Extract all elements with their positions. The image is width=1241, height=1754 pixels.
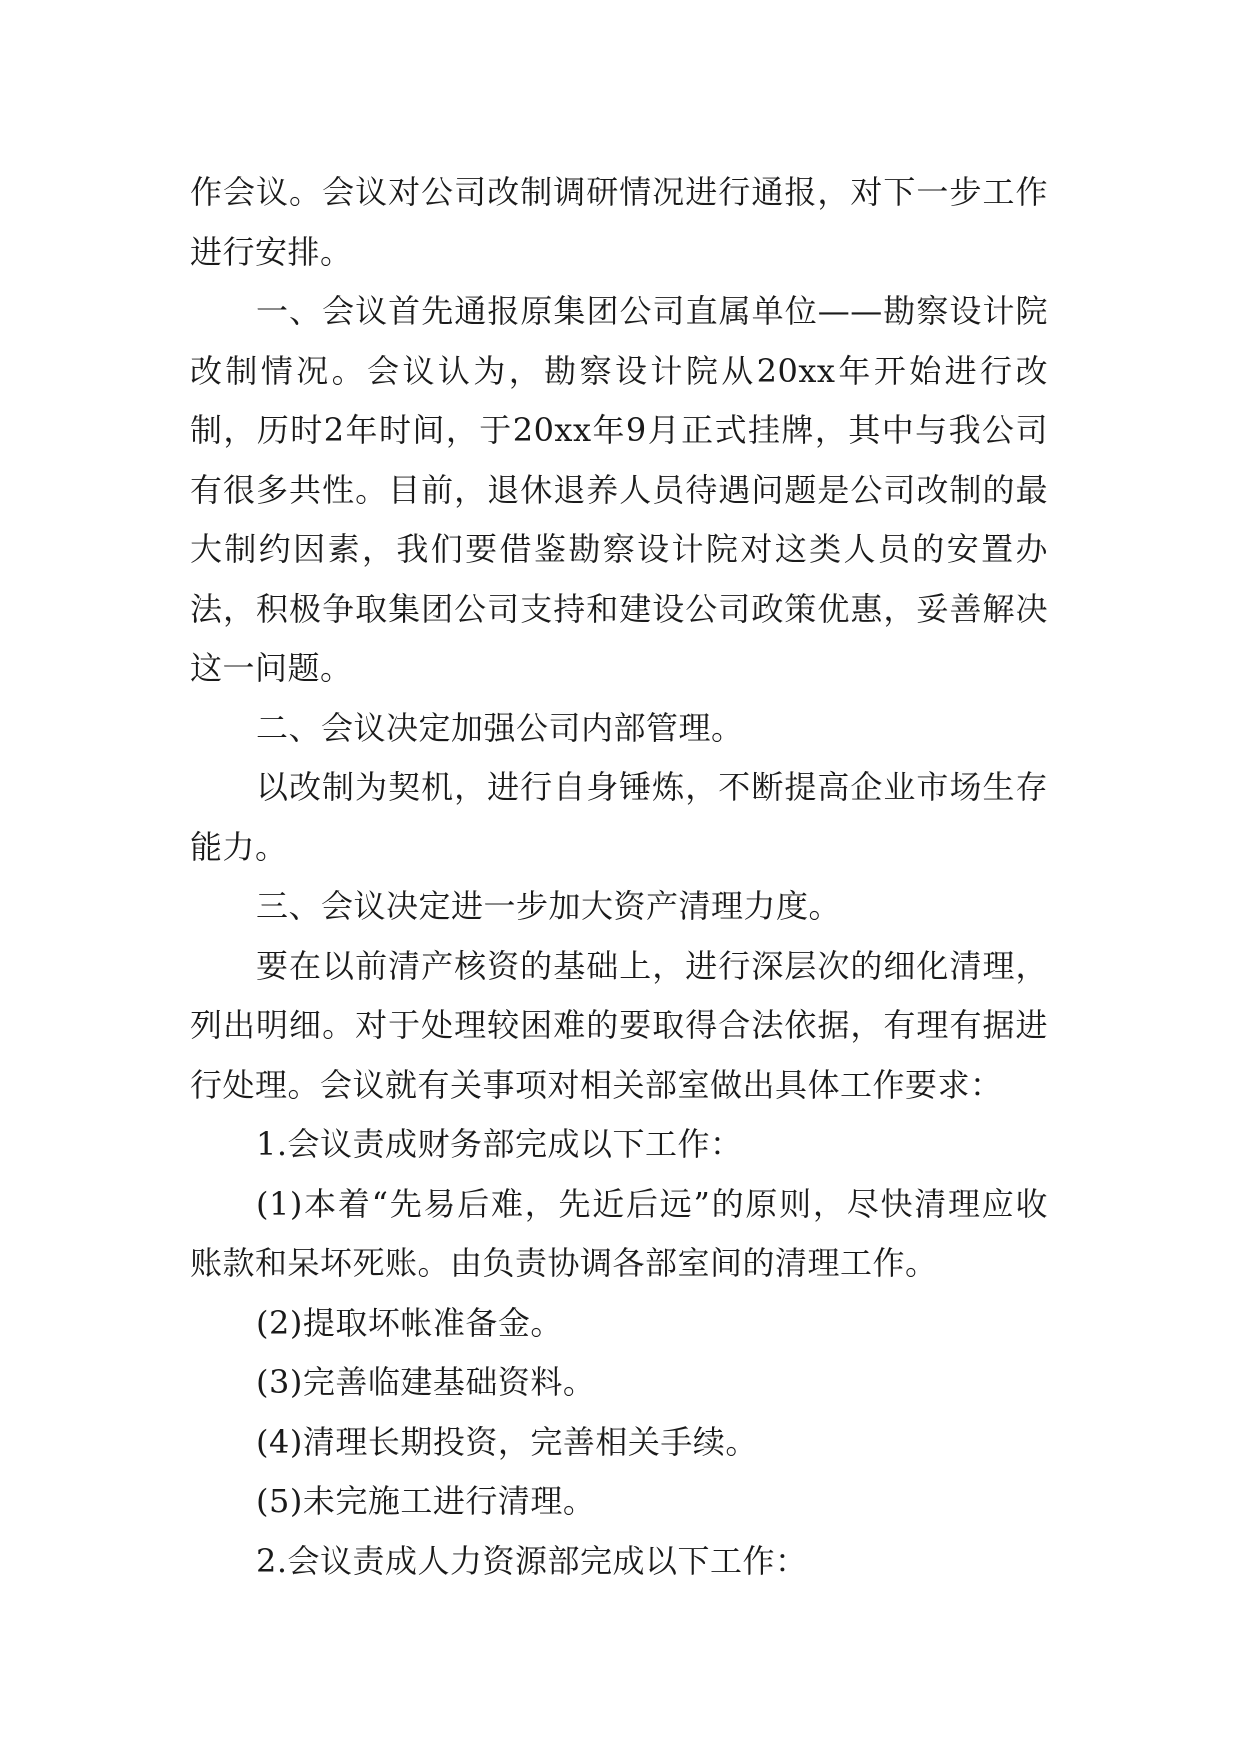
paragraph: 要在以前清产核资的基础上，进行深层次的细化清理，列出明细。对于处理较困难的要取得合法依据，有理有据进行处理。会议就有关事项对相关部室做出具体工作要求： xyxy=(190,946,1048,1104)
list-item: (3)完善临建基础资料。 xyxy=(256,1363,596,1401)
list-item: (2)提取坏帐准备金。 xyxy=(256,1303,563,1342)
paragraph: 作会议。会议对公司改制调研情况进行通报，对下一步工作进行安排。 xyxy=(190,173,1048,271)
list-heading: 2.会议责成人力资源部完成以下工作： xyxy=(256,1541,808,1580)
section-heading: 三、会议决定进一步加大资产清理力度。 xyxy=(256,887,842,925)
paragraph: 以改制为契机，进行自身锤炼，不断提高企业市场生存能力。 xyxy=(190,768,1048,866)
list-heading: 1.会议责成财务部完成以下工作： xyxy=(256,1125,743,1163)
paragraph: 一、会议首先通报原集团公司直属单位——勘察设计院改制情况。会议认为，勘察设计院从20xx年开始进行改制，历时2年时间，于20xx年9月正式挂牌，其中与我公司有很多共性。目前，退休退养人员待遇问题是公司改制的最大制约因素，我们要借鉴勘察设计院对这类人员的安置办法，积极争取集团公司支持和建设公司政策优惠，妥善解决这一问题。 xyxy=(190,292,1048,687)
list-item: (4)清理长期投资，完善相关手续。 xyxy=(256,1422,758,1461)
list-item: (5)未完施工进行清理。 xyxy=(256,1482,596,1520)
section-heading: 二、会议决定加强公司内部管理。 xyxy=(256,708,744,747)
list-item: (1)本着“先易后难，先近后远”的原则，尽快清理应收账款和呆坏死账。由负责协调各部室间的清理工作。 xyxy=(190,1184,1048,1282)
document-body xyxy=(190,163,1048,1591)
